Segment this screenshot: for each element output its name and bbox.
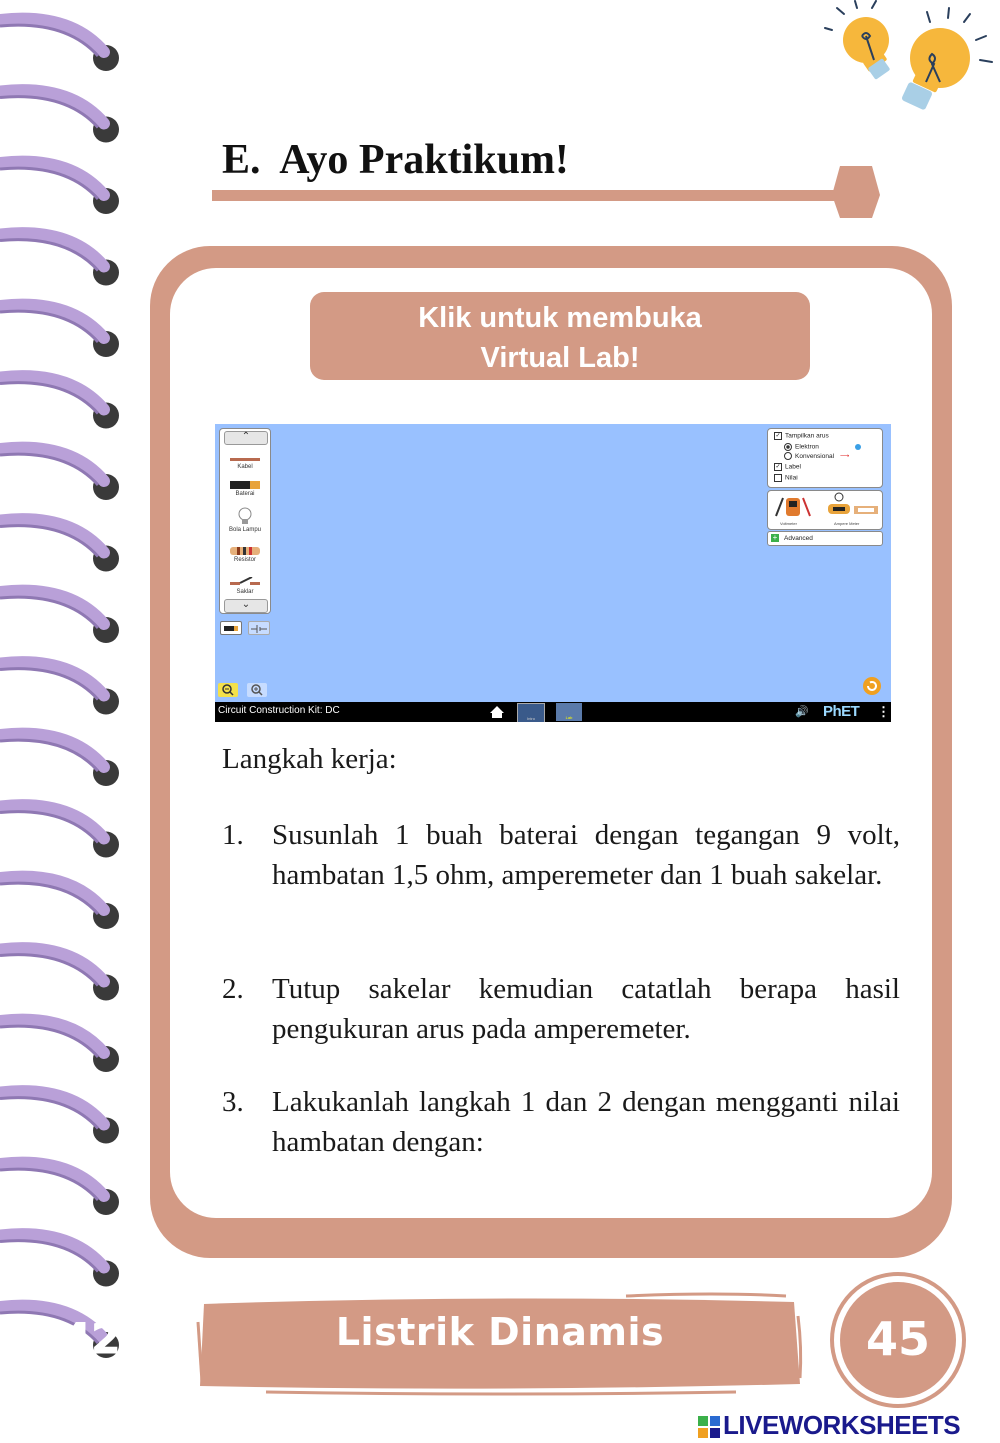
step-number: 1. — [222, 819, 244, 851]
step-text: Tutup sakelar kemudian catatlah berapa hasil pengukuran arus pada amperemeter. — [272, 973, 900, 1045]
conventional-radio[interactable]: Konvensional ⟶ — [784, 452, 849, 460]
spiral-ring — [0, 1020, 119, 1072]
spiral-ring — [0, 591, 119, 643]
open-lab-label-line2: Virtual Lab! — [480, 342, 640, 374]
list-item — [222, 815, 900, 895]
plus-icon: + — [772, 533, 778, 543]
section-title: Ayo Praktikum! — [279, 137, 569, 183]
previous-page-number: 42 — [62, 1314, 121, 1363]
spiral-ring — [0, 1163, 119, 1215]
show-current-checkbox[interactable]: ✓ Tampilkan arus — [775, 432, 829, 440]
spiral-ring — [0, 162, 119, 214]
advanced-toggle[interactable]: + Advanced — [767, 531, 883, 546]
phet-navigation-bar — [215, 702, 891, 722]
ammeter-label: Ampere Meter — [834, 521, 860, 526]
simulation-title: Circuit Construction Kit: DC — [218, 705, 340, 716]
screen-intro-button[interactable]: Intro — [517, 703, 545, 722]
spiral-ring — [0, 662, 119, 714]
voltmeter-icon[interactable] — [774, 494, 814, 518]
spiral-ring — [0, 805, 119, 857]
zoom-in-icon[interactable] — [247, 683, 267, 697]
battery-mode-button[interactable] — [220, 621, 242, 635]
electron-radio[interactable]: Elektron — [784, 443, 861, 451]
reset-icon[interactable] — [862, 676, 882, 696]
light-bulb-icon — [822, 0, 1000, 125]
spiral-ring — [0, 305, 119, 357]
phet-simulation-preview[interactable] — [215, 424, 891, 722]
sound-icon[interactable]: 🔊 — [795, 706, 809, 718]
ammeter-icon[interactable] — [822, 492, 880, 518]
spiral-ring — [0, 1234, 119, 1286]
list-item — [222, 969, 900, 1049]
section-letter: E. — [222, 137, 261, 183]
footer-title: Listrik Dinamis — [335, 1310, 665, 1354]
voltmeter-label: Voltmeter — [780, 521, 797, 526]
measurement-tools-panel — [767, 490, 883, 530]
liveworksheets-logo-icon — [698, 1416, 720, 1438]
page-number: 45 — [865, 1312, 930, 1366]
spiral-ring — [0, 19, 119, 71]
spiral-ring — [0, 448, 119, 500]
values-checkbox[interactable]: Nilai — [774, 474, 798, 482]
zoom-out-icon[interactable] — [218, 683, 238, 697]
liveworksheets-watermark: LIVEWORKSHEETS — [698, 1410, 960, 1441]
spiral-ring — [0, 734, 119, 786]
spiral-binding — [0, 0, 140, 1443]
step-text: Susunlah 1 buah baterai dengan tegangan 9 volt, hambatan 1,5 ohm, amperemeter dan 1 buah sakelar. — [272, 819, 900, 891]
spiral-ring — [0, 877, 119, 929]
step-number: 2. — [222, 973, 244, 1005]
step-text: Lakukanlah langkah 1 dan 2 dengan mengganti nilai hambatan dengan: — [272, 1086, 900, 1158]
spiral-ring — [0, 519, 119, 571]
toolbox-wire[interactable]: Kabel — [220, 456, 270, 470]
list-item — [222, 1082, 900, 1162]
spiral-ring — [0, 90, 119, 142]
open-virtual-lab-button[interactable] — [310, 292, 810, 380]
toolbox-battery[interactable]: Baterai — [220, 481, 270, 497]
phet-logo[interactable]: PhET — [823, 703, 860, 720]
component-toolbox — [219, 428, 271, 614]
spiral-ring — [0, 233, 119, 285]
spiral-ring — [0, 1091, 119, 1143]
toolbox-switch[interactable]: Saklar — [220, 577, 270, 595]
step-number: 3. — [222, 1086, 244, 1118]
menu-icon[interactable]: ⋮ — [877, 704, 890, 719]
screen-lab-button[interactable]: Lab — [556, 703, 582, 721]
schematic-mode-button[interactable] — [248, 621, 270, 635]
open-lab-label-line1: Klik untuk membuka — [418, 302, 702, 334]
heading-underline — [212, 160, 887, 220]
toolbox-resistor[interactable]: Resistor — [220, 547, 270, 563]
label-checkbox[interactable]: ✓ Label — [775, 463, 801, 471]
toolbox-light-bulb[interactable]: Bola Lampu — [220, 507, 270, 533]
steps-title: Langkah kerja: — [222, 743, 397, 775]
spiral-ring — [0, 376, 119, 428]
view-options-panel — [767, 428, 883, 488]
toolbox-scroll-up[interactable]: ⌃ — [224, 431, 268, 445]
home-icon[interactable] — [489, 705, 505, 719]
toolbox-scroll-down[interactable]: ⌄ — [224, 599, 268, 613]
spiral-ring — [0, 948, 119, 1000]
